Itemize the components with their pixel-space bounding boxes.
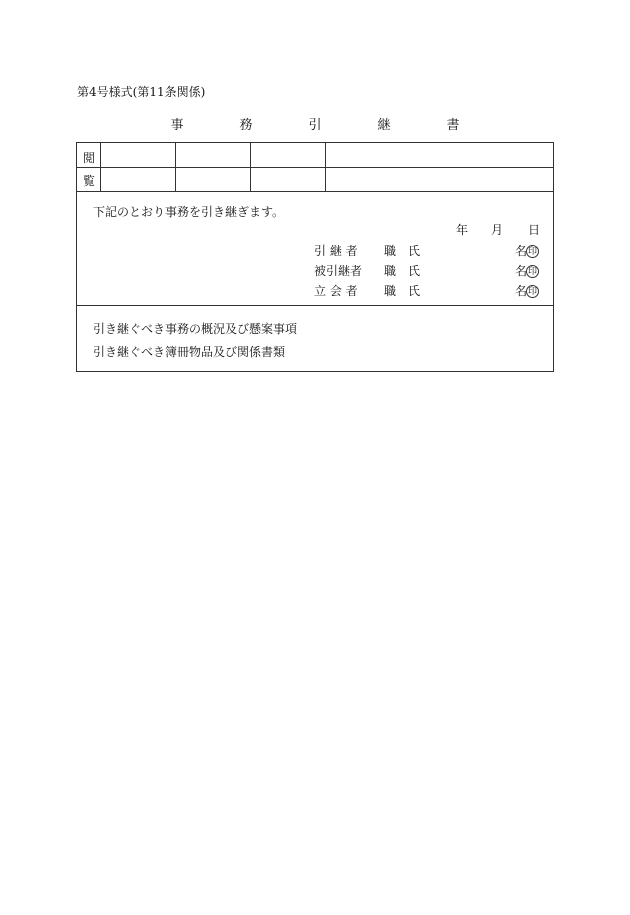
circulation-col-line-3 — [250, 142, 251, 191]
signer-name-witness: 氏 — [408, 284, 421, 298]
signer-seal-predecessor — [515, 262, 539, 279]
title-char-3: 引 — [308, 118, 322, 133]
seal-icon: 印 — [528, 267, 538, 277]
signer-name-successor: 氏 — [408, 244, 421, 258]
signer-role-successor: 引 継 者 — [314, 244, 358, 258]
signer-name-predecessor: 氏 — [408, 264, 421, 278]
circulation-col-line-4 — [325, 142, 326, 191]
mei-label: 名 — [515, 264, 528, 278]
signer-position-predecessor: 職 — [384, 264, 397, 278]
title-char-2: 務 — [239, 118, 253, 133]
signer-seal-successor — [515, 242, 539, 259]
date-day: 日 — [528, 223, 541, 237]
form-number-label: 第4号様式(第11条関係) — [77, 85, 206, 99]
mei-label: 名 — [515, 244, 528, 258]
item-records-and-documents: 引き継ぐべき簿冊物品及び関係書類 — [93, 345, 286, 359]
items-top-line — [76, 305, 554, 306]
signer-seal-witness — [515, 282, 539, 299]
document-title — [0, 114, 630, 133]
signer-role-witness: 立 会 者 — [314, 284, 358, 298]
date-year: 年 — [456, 223, 469, 237]
title-char-4: 継 — [377, 118, 391, 133]
circulation-col-line-2 — [175, 142, 176, 191]
mei-label: 名 — [515, 284, 528, 298]
date-month: 月 — [491, 223, 504, 237]
item-affairs-overview: 引き継ぐべき事務の概況及び懸案事項 — [93, 322, 298, 336]
seal-icon: 印 — [528, 247, 538, 257]
signer-role-predecessor: 被引継者 — [314, 264, 363, 278]
circulation-bottom-line — [76, 191, 554, 192]
circulation-col-line-1 — [100, 142, 101, 191]
signer-position-witness: 職 — [384, 284, 397, 298]
etsuran-char-1: 閲 — [83, 151, 96, 165]
title-char-5: 書 — [446, 118, 460, 133]
circulation-row-divider — [76, 167, 554, 168]
statement-text: 下記のとおり事務を引き継ぎます。 — [93, 205, 285, 219]
title-char-1: 事 — [170, 118, 184, 133]
signer-position-successor: 職 — [384, 244, 397, 258]
etsuran-char-2: 覧 — [83, 174, 96, 188]
seal-icon: 印 — [528, 287, 538, 297]
